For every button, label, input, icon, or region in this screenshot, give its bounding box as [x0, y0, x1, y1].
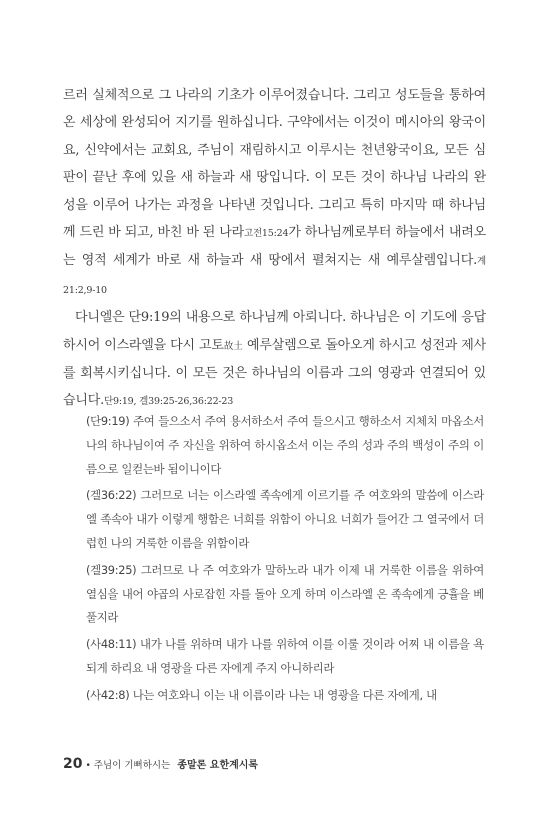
quote-reference: (사42:8)	[86, 687, 130, 702]
scripture-quotes	[86, 410, 484, 711]
quote-reference: (단9:19)	[86, 414, 130, 428]
scripture-quote	[86, 633, 484, 681]
bullet-separator: •	[85, 761, 91, 771]
paragraph-2-text-continued: 예루살렘으로 돌아오게 하시고 성전과 제사를 회복시키십니다. 이 모든 것은 하나님의 이름과 그의 영광과 연결되어 있습니다.	[63, 337, 487, 409]
quote-text: 그러므로 너는 이스라엘 족속에게 이르기를 주 여호와의 말씀에 이스라엘 족속아 내가 이렇게 행함은 너희를 위함이 아니요 너희가 들어간 그 열국에서 더럽힌 나의 거룩한 이름을 위함이라	[86, 488, 484, 550]
hanja-annotation: 故土	[223, 340, 243, 352]
scripture-quote	[86, 484, 484, 555]
paragraph-1-text-continued: 가 하나님께로부터 하늘에서 내려오는 영적 세계가 바로 새 하늘과 새 땅에서 펼쳐지는 새 예루살렘입니다.	[63, 225, 486, 269]
page-number: 20	[63, 756, 83, 772]
scripture-reference: 단9:19, 겔39:25-26,36:22-23	[104, 396, 234, 408]
scripture-reference: 고전15:24	[243, 228, 289, 240]
scripture-quote	[86, 684, 484, 708]
book-subtitle: 주님이 기뻐하시는	[93, 760, 171, 771]
quote-reference: (겔36:22)	[86, 488, 137, 503]
book-title: 종말론 요한계시록	[177, 760, 259, 771]
scripture-quote	[86, 410, 484, 481]
scripture-reference: 계21:2,9-10	[63, 256, 486, 296]
scripture-quote	[86, 559, 484, 630]
quote-reference: (겔39:25)	[86, 562, 137, 577]
quote-text: 나는 여호와니 이는 내 이름이라 나는 내 영광을 다른 자에게, 내	[129, 687, 437, 702]
quote-text: 내가 나를 위하며 내가 나를 위하여 이를 이룰 것이라 어찌 내 이름을 욕되게 하리요 내 영광을 다른 자에게 주지 아니하리라	[86, 637, 484, 675]
quote-text: 그러므로 나 주 여호와가 말하노라 내가 이제 내 거룩한 이름을 위하여 열심을 내어 야곱의 사로잡힌 자를 돌아 오게 하며 이스라엘 온 족속에게 긍휼을 베풀지라	[86, 562, 484, 625]
paragraph-1-text: 르러 실체적으로 그 나라의 기초가 이루어졌습니다. 그리고 성도들을 통하여 온 세상에 완성되어 지기를 원하십니다. 구약에서는 이것이 메시아의 왕국이요, 신약에서는 교회요, 주님이 재림하시고 이루시는 천년왕국이요, 모든 심판이 끝난 후에 있을 새 하늘과 새 땅입니다. 이 모든 것이 하나님 나라의 완성을 이루어 나가는 과정을 나타낸 것입니다. 그리고 특히 마지막 때 하나님께 드린 바 되고, 바친 바 된 나라	[63, 88, 486, 241]
paragraph-2	[63, 304, 486, 416]
page-footer	[63, 753, 258, 772]
quote-text: 주여 들으소서 주여 용서하소서 주여 들으시고 행하소서 지체치 마옵소서 나의 하나님이여 주 자신을 위하여 하시옵소서 이는 주의 성과 주의 백성이 주의 이름으로 일컫는바 됨이니이다	[86, 414, 484, 476]
paragraph-2-text: 다니엘은 단9:19의 내용으로 하나님께 아뢰니다. 하나님은 이 기도에 응답하시어 이스라엘을 다시 고토	[63, 310, 486, 353]
quote-reference: (사48:11)	[86, 637, 137, 652]
body-text	[63, 82, 486, 416]
paragraph-1	[63, 82, 486, 304]
